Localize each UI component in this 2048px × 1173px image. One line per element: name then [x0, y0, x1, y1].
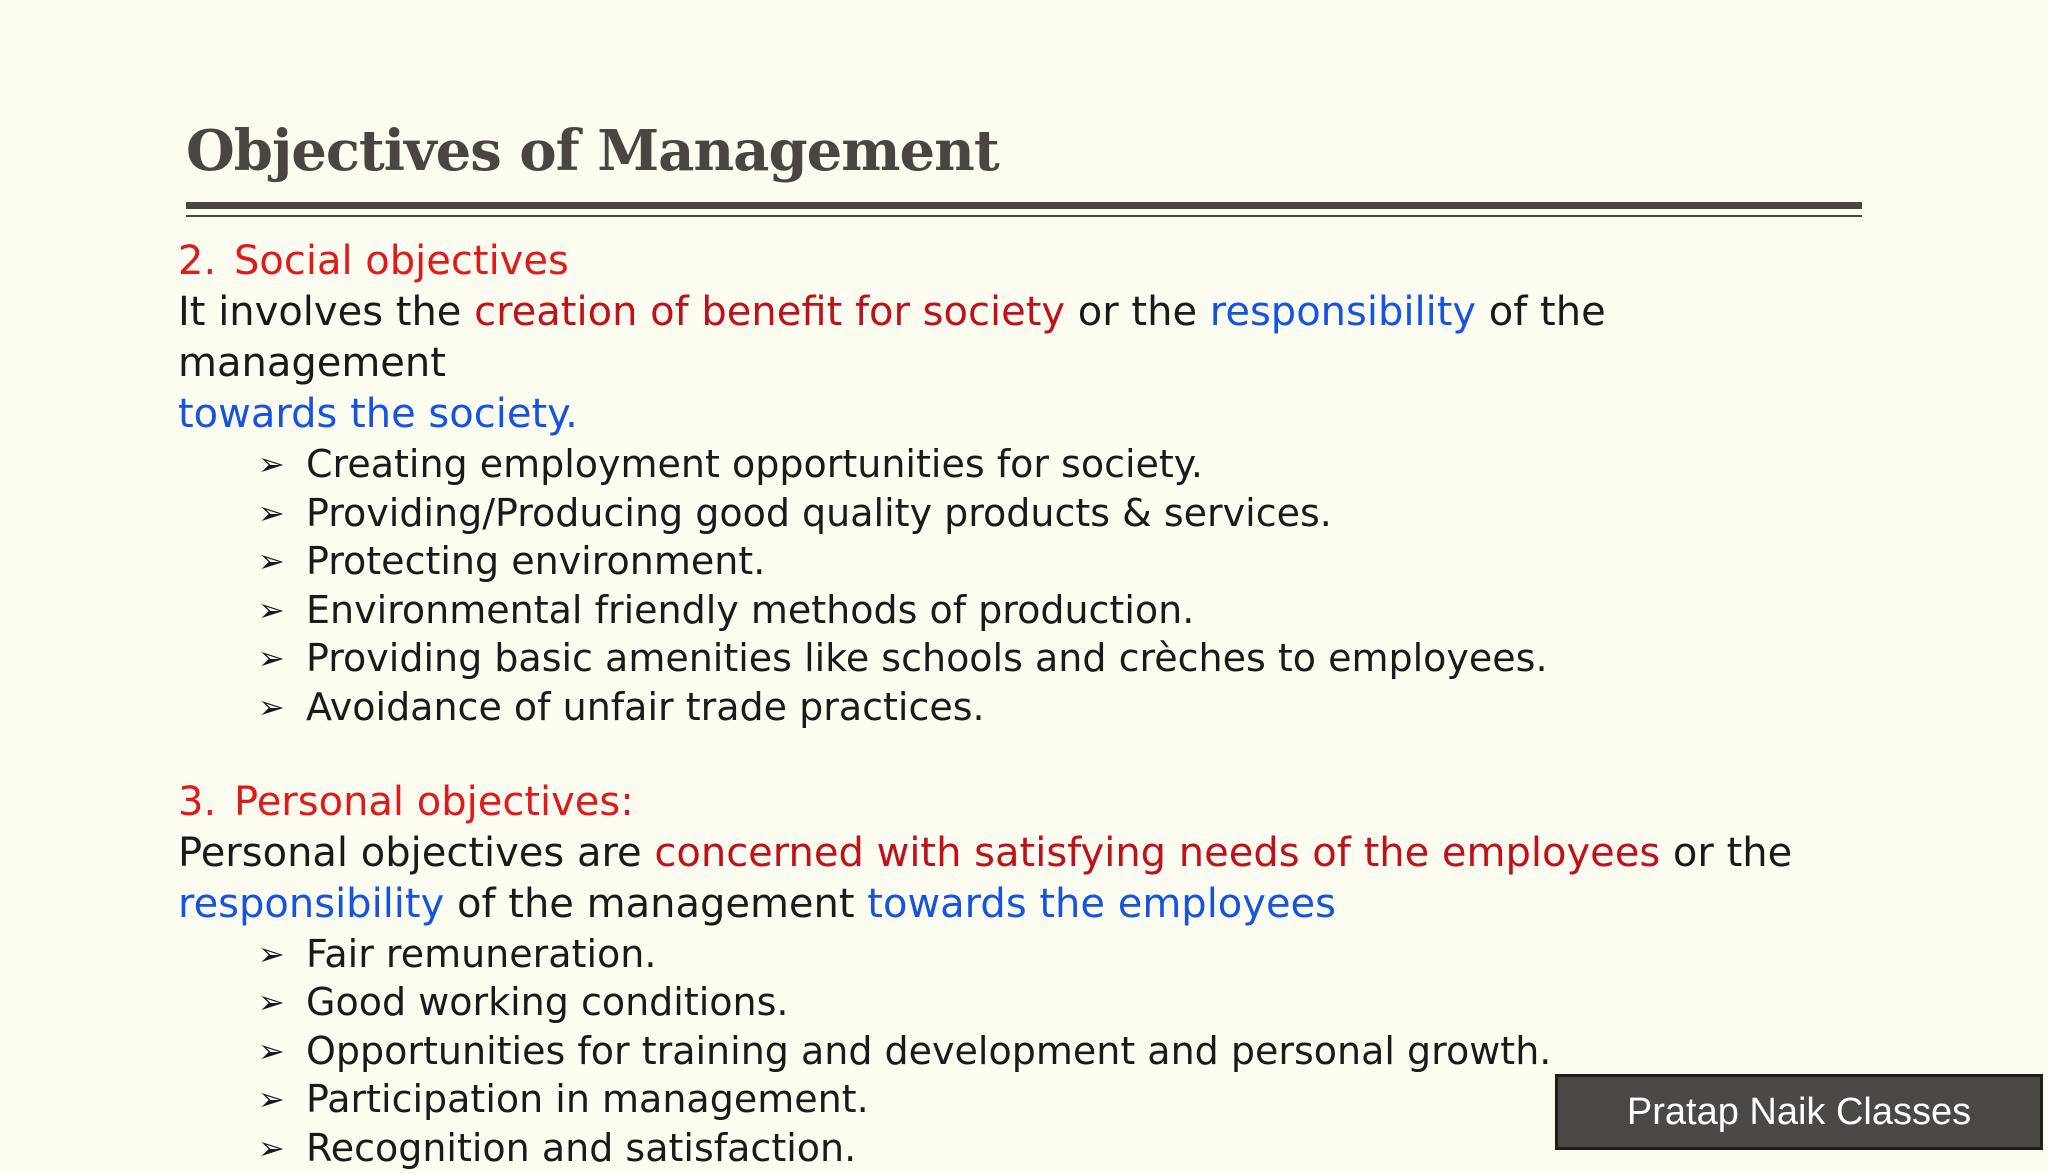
- list-item: [258, 634, 1858, 683]
- list-item-text: Participation in management.: [306, 1077, 869, 1122]
- arrow-bullet-icon: ➢: [258, 542, 285, 581]
- list-item: [258, 537, 1858, 586]
- arrow-bullet-icon: ➢: [258, 1031, 285, 1070]
- intro-emphasis-red: concerned with satisfying needs of the employees: [654, 829, 1661, 876]
- list-item: [258, 586, 1858, 635]
- list-item-text: Fair remuneration.: [306, 931, 657, 976]
- intro-emphasis-red: creation of benefit for society: [474, 289, 1066, 335]
- arrow-bullet-icon: ➢: [258, 590, 285, 629]
- title-underline-thick: [186, 202, 1862, 209]
- list-item-text: Providing/Producing good quality products & services.: [306, 490, 1332, 535]
- arrow-bullet-icon: ➢: [258, 687, 285, 726]
- list-item-text: Environmental friendly methods of production.: [306, 587, 1195, 632]
- intro-emphasis-blue: towards the employees: [867, 880, 1337, 927]
- slide-title: Objectives of Management: [186, 118, 999, 184]
- intro-text: of the management: [444, 880, 868, 927]
- arrow-bullet-icon: ➢: [258, 1080, 285, 1119]
- list-item-text: Creating employment opportunities for society.: [306, 442, 1203, 486]
- list-item: [258, 930, 1858, 979]
- arrow-bullet-icon: ➢: [258, 934, 285, 973]
- intro-emphasis-blue: responsibility: [1209, 289, 1477, 335]
- intro-text: or the: [1065, 289, 1210, 335]
- list-item-text: Providing basic amenities like schools and crèches to employees.: [306, 636, 1548, 681]
- bullet-list-social: [178, 440, 1858, 732]
- list-item-text: Opportunities for training and development and personal growth.: [306, 1028, 1552, 1073]
- arrow-bullet-icon: ➢: [258, 983, 285, 1022]
- section-spacer: [178, 732, 1858, 777]
- intro-text: or the: [1660, 829, 1793, 876]
- list-item: [258, 1027, 1858, 1076]
- arrow-bullet-icon: ➢: [258, 1128, 285, 1167]
- section-intro-personal: [178, 828, 1858, 930]
- list-item: [258, 683, 1858, 732]
- intro-text: It involves the: [178, 289, 475, 335]
- list-item-text: Protecting environment.: [306, 539, 766, 584]
- arrow-bullet-icon: ➢: [258, 445, 285, 483]
- list-item: [258, 440, 1858, 489]
- section-heading-personal: [178, 777, 1858, 828]
- channel-watermark: Pratap Naik Classes: [1555, 1074, 2043, 1150]
- arrow-bullet-icon: ➢: [258, 639, 285, 678]
- section-heading-text: Social objectives: [234, 238, 569, 284]
- intro-emphasis-blue: responsibility: [178, 880, 445, 927]
- intro-text: Personal objectives are: [178, 829, 655, 876]
- title-underline-thin: [186, 215, 1862, 217]
- section-heading-text: Personal objectives:: [234, 778, 634, 825]
- slide-content: [178, 236, 1858, 1173]
- section-number: 2.: [178, 238, 217, 284]
- list-item-text: Good working conditions.: [306, 980, 789, 1025]
- list-item-text: Avoidance of unfair trade practices.: [306, 684, 985, 729]
- list-item: [258, 489, 1858, 538]
- section-intro-social: [178, 287, 1858, 440]
- list-item-text: Recognition and satisfaction.: [306, 1125, 857, 1170]
- intro-text: of the management: [178, 289, 1606, 386]
- arrow-bullet-icon: ➢: [258, 493, 285, 532]
- intro-emphasis-blue: towards the society.: [178, 391, 578, 437]
- section-heading-social: [178, 236, 1858, 287]
- list-item: [258, 978, 1858, 1027]
- section-number: 3.: [178, 778, 217, 825]
